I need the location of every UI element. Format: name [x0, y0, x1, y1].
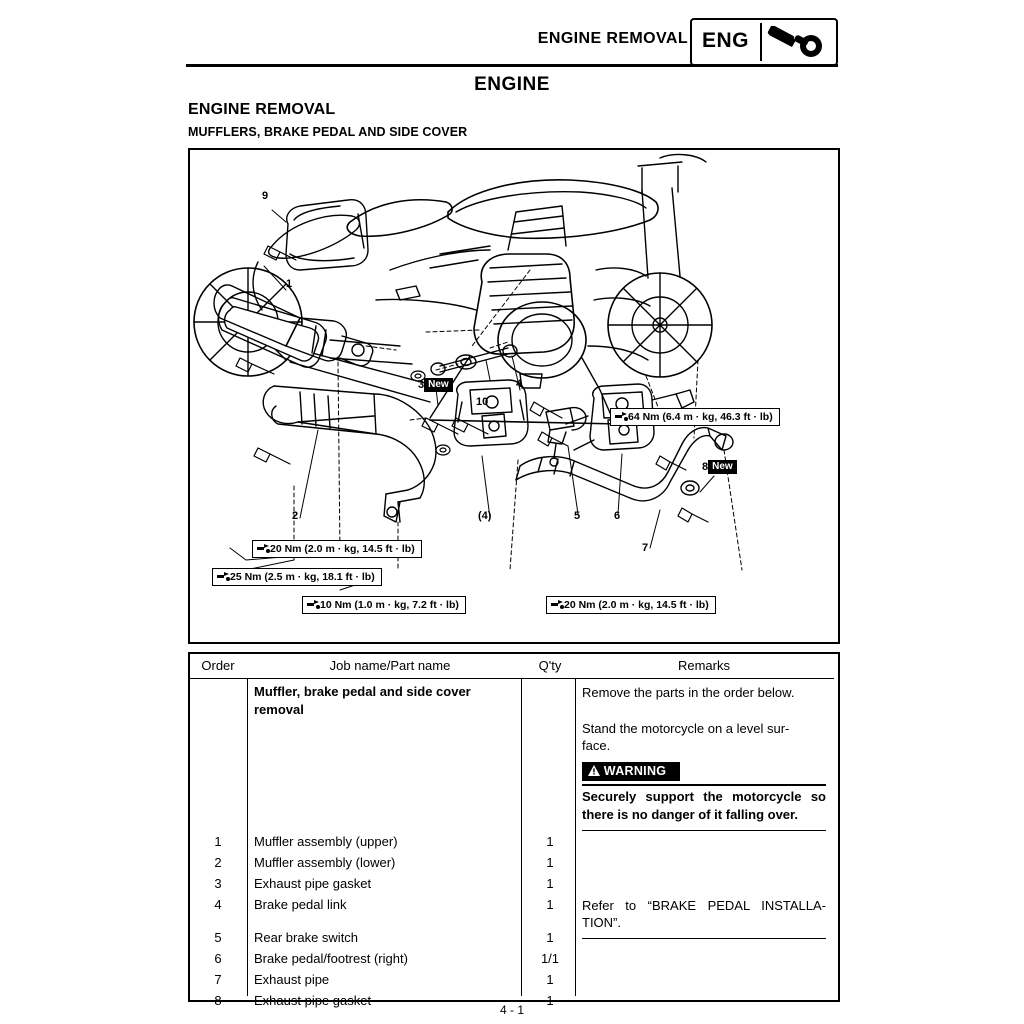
torque-wrench-icon	[551, 599, 564, 610]
warning-label: WARNING	[603, 764, 667, 778]
column-header-order: Order	[201, 658, 235, 673]
column-header-job-name: Job name/Part name	[329, 658, 451, 673]
subsection-title: MUFFLERS, BRAKE PEDAL AND SIDE COVER	[188, 125, 468, 139]
header-title: ENGINE REMOVAL	[537, 30, 688, 47]
row-order-6: 6	[214, 951, 222, 966]
row-qty-2: 1	[546, 855, 554, 870]
row-order-4: 4	[214, 897, 222, 912]
torque-spec-10nm-text: 10 Nm (1.0 m · kg, 7.2 ft · lb)	[320, 599, 459, 611]
row-job-6: Brake pedal/footrest (right)	[254, 951, 408, 966]
warning-triangle-icon	[588, 765, 600, 779]
table-body	[190, 654, 834, 1008]
callout-1: 1	[286, 278, 293, 290]
callout-8-new-tag: New	[708, 460, 737, 474]
col-sep-qty	[575, 678, 576, 996]
torque-spec-10nm	[302, 596, 466, 614]
header-rule	[186, 64, 838, 67]
remarks-ref-line2: TION”.	[582, 915, 621, 930]
remarks-intro: Remove the parts in the order below.	[582, 685, 795, 700]
chapter-tab-label: ENG	[702, 29, 750, 52]
torque-spec-20nm-right	[546, 596, 716, 614]
warning-underline	[582, 784, 826, 786]
callout-2: 2	[292, 510, 299, 522]
callout-3-number: 3	[418, 378, 425, 391]
row-job-1: Muffler assembly (upper)	[254, 834, 398, 849]
group-title-line1: Muffler, brake pedal and side cover	[254, 684, 471, 699]
callout-5: 5	[574, 510, 581, 522]
remarks-divider-1	[582, 830, 826, 831]
remarks-ref-line1: Refer to “BRAKE PEDAL INSTALLA-	[582, 898, 826, 913]
torque-spec-20nm-right-text: 20 Nm (2.0 m · kg, 14.5 ft · lb)	[564, 599, 709, 611]
row-qty-1: 1	[546, 834, 554, 849]
callout-10: 10	[476, 396, 489, 408]
torque-spec-25nm	[212, 568, 382, 586]
column-header-qty: Q'ty	[538, 658, 562, 673]
callout-4-qty: (4)	[478, 510, 492, 522]
callout-9: 9	[262, 190, 269, 202]
row-job-2: Muffler assembly (lower)	[254, 855, 396, 870]
torque-spec-64nm	[610, 408, 780, 426]
row-order-2: 2	[214, 855, 222, 870]
callout-8	[702, 460, 737, 474]
callout-3-new-tag: New	[424, 378, 453, 392]
callout-8-number: 8	[702, 460, 709, 473]
row-order-5: 5	[214, 930, 222, 945]
row-order-3: 3	[214, 876, 222, 891]
row-job-3: Exhaust pipe gasket	[254, 876, 372, 891]
torque-wrench-icon	[615, 411, 628, 422]
row-job-5: Rear brake switch	[254, 930, 359, 945]
row-qty-8: 1	[546, 993, 554, 1008]
figure-linework	[190, 150, 834, 638]
row-job-4: Brake pedal link	[254, 897, 347, 912]
row-order-8: 8	[214, 993, 222, 1008]
page-header	[186, 18, 838, 62]
section-title: ENGINE REMOVAL	[188, 101, 336, 118]
torque-spec-25nm-text: 25 Nm (2.5 m · kg, 18.1 ft · lb)	[230, 571, 375, 583]
column-header-remarks: Remarks	[677, 658, 730, 673]
chapter-tab-divider	[760, 23, 762, 61]
torque-wrench-icon	[307, 599, 320, 610]
warning-badge	[582, 762, 680, 781]
warning-line1: Securely support the motorcycle so	[582, 789, 826, 804]
remarks-stand-line2: face.	[582, 738, 611, 753]
col-sep-job	[521, 678, 522, 996]
exploded-view-figure	[188, 148, 840, 644]
group-title-line2: removal	[254, 702, 304, 717]
parts-table	[188, 652, 840, 1008]
chapter-tab	[690, 18, 838, 66]
row-qty-4: 1	[546, 897, 554, 912]
torque-spec-20nm-left-text: 20 Nm (2.0 m · kg, 14.5 ft · lb)	[270, 543, 415, 555]
callout-6: 6	[614, 510, 621, 522]
warning-line2: there is no danger of it falling over.	[582, 807, 798, 822]
chapter-title: ENGINE	[474, 74, 550, 95]
remarks-stand-line1: Stand the motorcycle on a level sur-	[582, 721, 790, 736]
remarks-divider-2	[582, 938, 826, 939]
row-order-1: 1	[214, 834, 222, 849]
row-qty-6: 1/1	[540, 951, 560, 966]
row-job-8: Exhaust pipe gasket	[254, 993, 372, 1008]
callout-7: 7	[642, 542, 649, 554]
torque-wrench-icon	[257, 543, 270, 554]
callout-4: 4	[516, 378, 523, 390]
row-qty-3: 1	[546, 876, 554, 891]
torque-spec-64nm-text: 64 Nm (6.4 m · kg, 46.3 ft · lb)	[628, 411, 773, 423]
torque-spec-20nm-left	[252, 540, 422, 558]
row-qty-7: 1	[546, 972, 554, 987]
page-number: 4 - 1	[499, 1003, 524, 1017]
row-order-7: 7	[214, 972, 222, 987]
torque-wrench-icon	[217, 571, 230, 582]
row-qty-5: 1	[546, 930, 554, 945]
col-sep-order	[247, 678, 248, 996]
engine-piston-icon	[766, 26, 830, 58]
row-job-7: Exhaust pipe	[254, 972, 330, 987]
callout-3	[418, 378, 453, 392]
